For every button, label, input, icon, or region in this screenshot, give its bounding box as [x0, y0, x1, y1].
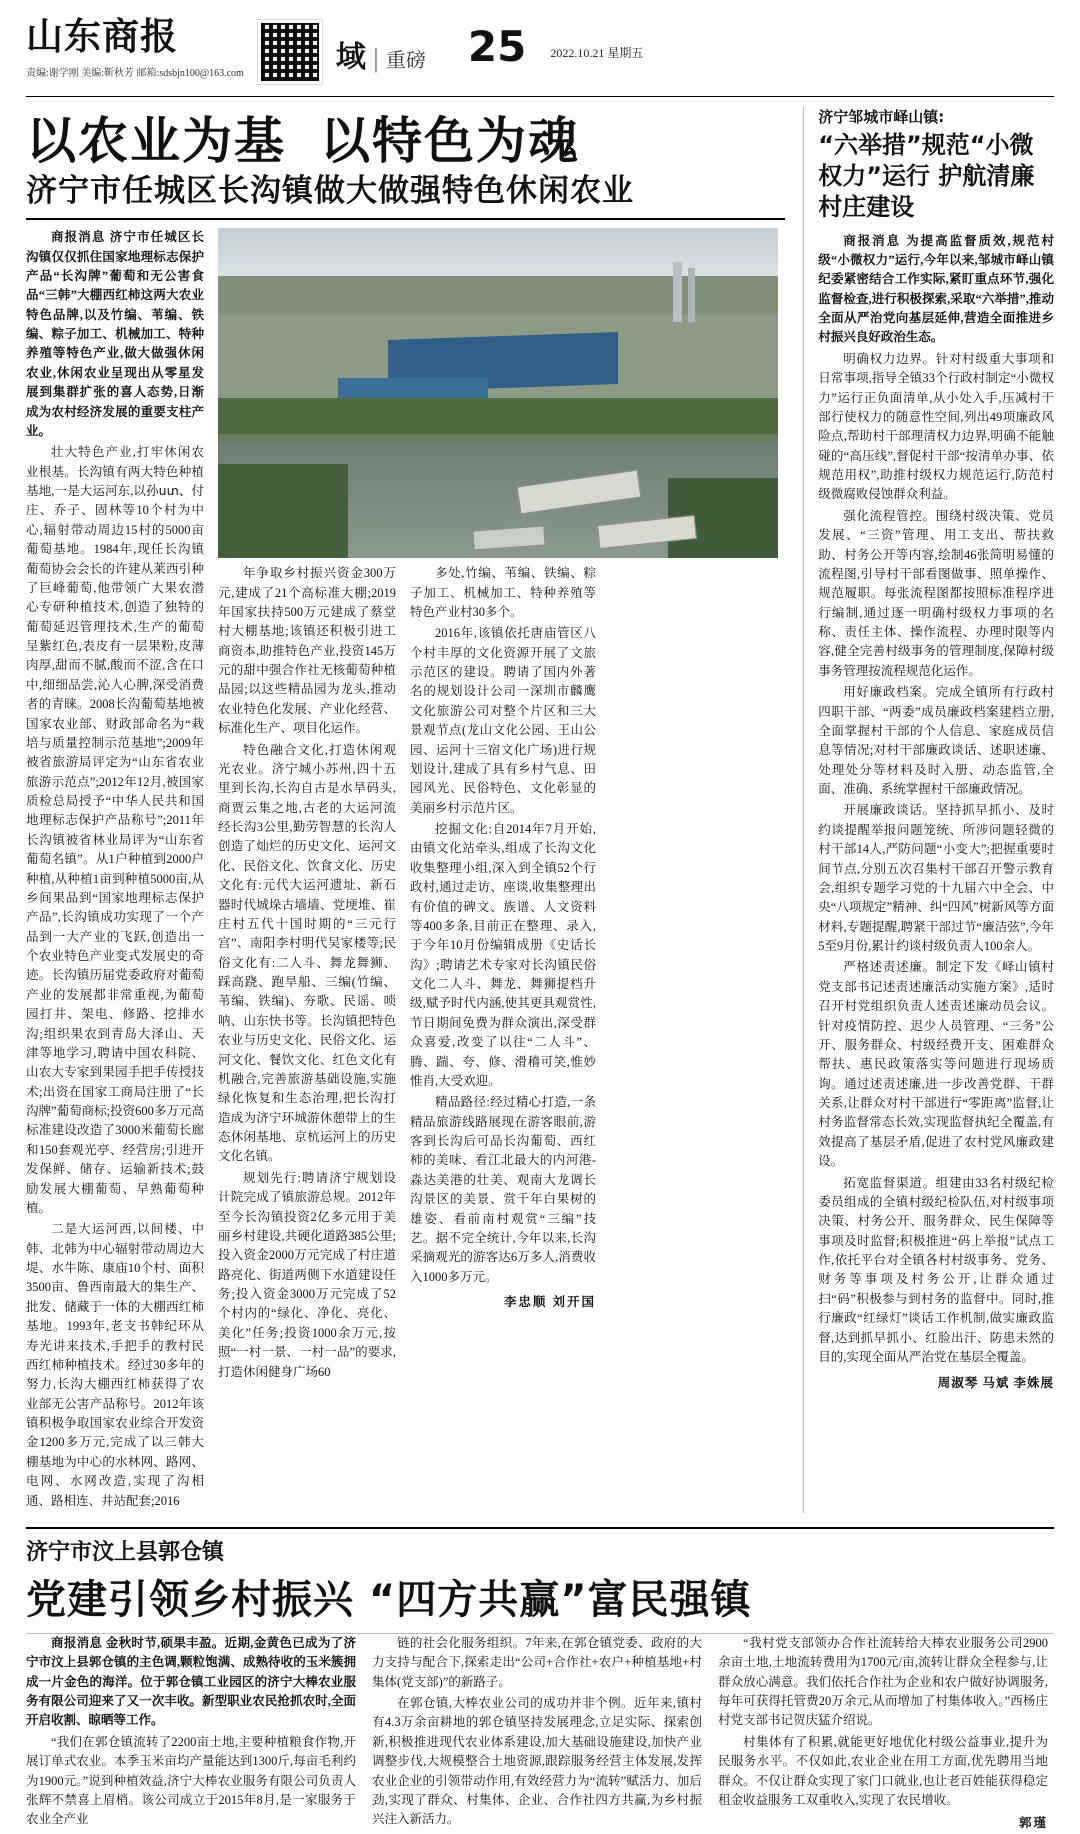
page-body	[26, 107, 1054, 1513]
main-col3-p2: 2016年,该镇依托唐庙管区八个村丰厚的文化资源开展了文旅示范区的建设。聘请了国内外著名的规划设计公司一深圳市麟鹰文化旅游公司对整个片区和三大景观节点(龙山文化公园、王山公园、运河十三宿文化广场)进行规划设计,建成了具有乡村气息、田园风光、民俗特色、文化彰显的美丽乡村示范片区。	[410, 626, 596, 815]
main-headline-part-a: 以农业为基	[26, 112, 286, 170]
right-kicker: 济宁邹城市峄山镇:	[818, 108, 945, 126]
main-col3-p1: 多处,竹编、苇编、铁编、粽子加工、机械加工、特种养殖等特色产业村30多个。	[410, 566, 596, 619]
bottom-col2-p2: 在郭仓镇,大棒农业公司的成功并非个例。近年来,镇村有4.3万余亩耕地的郭仓镇坚持发展理念,立足实际、探索创新,积极推进现代农业体系建设,加大基础设施建设,加快产业调整步伐,大规模整合土地资源,跟踪服务经营主体发展,发挥农业企业的引领带动作用,有效经营力为“流转”赋活力、加后劲,实现了群众、村集体、企业、合作社四方共赢,为乡村振兴注入新活力。	[372, 1696, 702, 1827]
section-label	[336, 32, 426, 76]
main-photo	[218, 228, 778, 558]
main-col1-p2: 壮大特色产业,打牢休闲农业根基。长沟镇有两大特色种植基地,一是大运河东,以孙ստ、付庄、乔子、固林等10个村为中心,辐射带动周边15村的5000亩葡萄基地。1984年,现任长沟镇葡萄协会会长的许建从莱西引种了巨峰葡萄,他带领广大果农潜心专研种植技术,创造了独特的葡萄延迟管理技术,生产的葡萄呈紫红色,表皮有一层果粉,皮薄肉厚,甜而不腻,酸而不涩,含在口中,细细品尝,沁人心脾,深受消费者的青睐。2008长沟葡萄基地被国家农业部、财政部命名为“栽培与质量控制示范基地”;2009年被省旅游局评定为“山东省农业旅游示范点”;2012年12月,被国家质检总局授予“中华人民共和国地理标志保护产品称号”;2011年长沟镇被省林业局评为“山东省葡萄名镇”。从1户种植到2000户种植,从种植1亩到种植5000亩,从乡间果品到“国家地理标志保护产品”,长沟镇成功实现了一个产品到一大产业的飞跃,创造出一个农业特色产业变式发展史的奇迹。长沟镇历届党委政府对葡萄产业的发展都非常重视,为葡萄园打井、架电、修路、挖排水沟;组织果农到青岛大泽山、天津等地学习,聘请中国农科院、山农大专家到果园手把手传授技术;出资在国家工商局注册了“长沟牌”葡萄商标;投资600多万元高标准建设改造了3000米葡萄长廊和150套观光亭、经营房;引进开发保鲜、储存、运输新技术;鼓励发展大棚葡萄、早熟葡萄种植。	[26, 445, 204, 1215]
bottom-col2-p1: 链的社会化服务组织。7年来,在郭仓镇党委、政府的大力支持与配合下,探索走出“公司+合作社+农户+种植基地+村集体(党支部)”的新路子。	[372, 1635, 702, 1689]
right-headline: “六举措”规范“小微权力”运行 护航清廉村庄建设	[818, 131, 1035, 222]
main-subhead: 济宁市任城区长沟镇做大做强特色休闲农业	[26, 173, 634, 209]
bottom-col3-p2: 村集体有了积累,就能更好地优化村级公益事业,提升为民服务水平。不仅如此,农业企业在用工方面,优先聘用当地群众。不仅让群众实现了家门口就业,也让老百姓能获得稳定租金收益服务工双重收入,实现了农民增收。	[718, 1734, 1048, 1807]
bottom-kicker: 济宁市汶上县郭仓镇	[26, 1539, 225, 1565]
bottom-byline: 郭瑾	[1018, 1816, 1048, 1831]
masthead-logo-block	[26, 14, 244, 79]
main-col2-p3: 规划先行:聘请济宁规划设计院完成了镇旅游总规。2012年至今长沟镇投资2亿多元用于美丽乡村建设,共硬化道路385公里;投入资金2000万元完成了村庄道路亮化、街道两侧下水道建设任务;投入资金3000万元完成了52个村内的“绿化、净化、亮化、美化”任务;投资1000余万元,按照“一村一景、一村一品”的要求,打造休闲健身广场60	[218, 1170, 396, 1379]
bottom-col3-p1: “我村党支部领办合作社流转给大棒农业服务公司2900余亩土地,土地流转费用为1700元/亩,流转让群众全程参与,让群众放心满意。我们依托合作社为企业和农户做好协调服务,每年可获得托管费20万余元,从而增加了村集体收入。”西杨庄村党支部书记贺庆猛介绍说。	[718, 1635, 1048, 1728]
right-body	[818, 232, 1054, 1368]
masthead-credits: 责编:谢学刚 美编:靳秋芳 邮箱:sdsbjn100@163.com	[26, 68, 244, 79]
main-col1-p1: 商报消息 济宁市任城区长沟镇仅仅抓住国家地理标志保护产品“长沟牌”葡萄和无公害食品“三韩”大棚西红柿这两大农业特色品牌,以及竹编、苇编、铁编、粽子加工、机械加工、特种养殖等特色产业,做大做强休闲农业,休闲农业呈现出从零星发展到集群扩张的喜人态势,日渐成为农村经济发展的重要支柱产业。	[26, 230, 204, 438]
right-p4: 用好廉政档案。完成全镇所有行政村四职干部、“两委”成员廉政档案建档立册,全面掌握村干部的个人信息、家庭成员信息等情况;对村干部廉政谈话、述职述廉、处理处分等材料及时入册、动态监管,全面、准确、系统掌握村干部廉政情况。	[818, 685, 1054, 797]
bottom-col-2	[372, 1634, 702, 1834]
main-col-2	[218, 564, 396, 1384]
main-col3-p4: 精品路径:经过精心打造,一条精品旅游线路展现在游客眼前,游客到长沟后可品长沟葡萄、西红柿的美味、看江北最大的内河港-淼达美港的壮美、观南大龙调长沟景区的美景、赏千年白果树的雄姿、看前南村观赏“三编”技艺。据不完全统计,今年以来,长沟采摘观光的游客达6万多人,消费收入1000多万元。	[410, 1095, 596, 1284]
section-tag: 重磅	[385, 48, 426, 72]
bottom-headline: 党建引领乡村振兴 “四方共赢”富民强镇	[26, 1576, 752, 1623]
main-article-columns	[26, 228, 785, 1513]
main-col-1	[26, 228, 204, 1513]
dateline: 2022.10.21 星期五	[550, 46, 644, 60]
right-byline: 周淑琴 马斌 李姝展	[937, 1376, 1054, 1391]
masthead	[26, 14, 1054, 90]
main-byline: 李忠顺 刘开国	[503, 1295, 596, 1310]
section-separator: |	[371, 45, 380, 73]
paper-logo: 山东商报	[26, 14, 178, 58]
main-col2-p1: 年争取乡村振兴资金300万元,建成了21个高标准大棚;2019年国家扶持500万元建成了蔡堂村大棚基地;该镇还积极引进工商资本,助推特色产业,投资145万元的甜中强合作社无核葡萄种植品园;以这些精品园为龙头,推动农业特色化发展、产业化经营、标准化生产、项目化运作。	[218, 566, 396, 736]
right-p7: 拓宽监督渠道。组建由33名村级纪检委员组成的全镇村级纪检队伍,对村级事项决策、村务公开、服务群众、民生保障等事项及时监督;积极推进“码上举报”试点工作,依托平台对全镇各村村级事务、党务、财务等事项及村务公开,让群众通过扫“码”积极参与到村务的监督中。同时,推行廉政“红绿灯”谈话工作机制,做实廉政监督,达到抓早抓小、红脸出汗、防患未然的目的,实现全面从严治党在基层全覆盖。	[818, 1175, 1054, 1364]
page-number: 25	[467, 22, 527, 71]
bottom-col1-p2: “我们在郭仓镇流转了2200亩土地,主要种植粮食作物,开展订单式农业。本季玉米亩均产量能达到1300斤,每亩毛利约为1900元。”说到种植效益,济宁大棒农业服务有限公司负责人张辉不禁喜上眉梢。该公司成立于2015年8月,是一家服务于农业全产业	[26, 1734, 356, 1827]
main-col2-p2: 特色融合文化,打造休闲观光农业。济宁城小苏州,四十五里到长沟,长沟自古是水旱码头,商贾云集之地,古老的大运河流经长沟3公里,勤劳智慧的长沟人创造了灿烂的历史文化、运河文化、民俗文化、饮食文化、历史文化有:元代大运河遗址、新石器时代城垛古墙墙、党埂堆、崔庄村五代十国时期的“三元行宫”、南阳李村明代吴家楼等;民俗文化有:二人斗、舞龙舞狮、踩高跷、跑旱船、三编(竹编、苇编、铁编)、夯歌、民谣、唢呐、山东快书等。长沟镇把特色农业与历史文化、民俗文化、运河文化、餐饮文化、红色文化有机融合,完善旅游基础设施,实施绿化恢复和生态治理,把长沟打造成为济宁环城游休憩带上的生态休闲基地、京杭运河上的历史文化名镇。	[218, 742, 396, 1164]
bottom-rule	[26, 1527, 1054, 1529]
right-p5: 开展廉政谈话。坚持抓早抓小、及时约谈提醒举报问题笼统、所涉问题轻微的村干部14人,严防问题“小变大”;把握重要时间节点,分别五次召集村干部召开警示教育会,组织专题学习党的十九届六中全会、中央“八项规定”精神、纠“四风”树新风等方面材料,专题提醒,聘紧干部过节“廉洁弦”,今年5至9月份,累计约谈村级负责人100余人。	[818, 803, 1054, 954]
bottom-article	[26, 1527, 1054, 1834]
main-column	[26, 107, 785, 1513]
bottom-col-3	[718, 1634, 1048, 1834]
main-col-3	[410, 564, 596, 1384]
main-headline	[26, 113, 785, 169]
section-name: 域	[335, 40, 366, 75]
right-p1: 商报消息 为提高监督质效,规范村级“小微权力”运行,今年以来,邹城市峄山镇纪委紧密结合工作实际,紧盯重点环节,强化监督检查,进行积极探索,采取“六举措”,推动全面从严治党向基层延伸,营造全面推进乡村振兴良好政治生态。	[818, 233, 1054, 345]
masthead-rule	[26, 96, 1054, 97]
right-p2: 明确权力边界。针对村级重大事项和日常事项,指导全镇33个行政村制定“小微权力”运行正负面清单,从小处入手,压减村干部行使权力的随意性空间,列出49项廉政风险点,帮助村干部理清权力边界,明确不能触碰的“高压线”,督促村干部“按清单办事、依规范用权”,助推村级权力规范运行,防范村级微腐败侵蚀群众利益。	[818, 351, 1054, 502]
main-col3-p3: 挖掘文化:自2014年7月开始,由镇文化站牵头,组成了长沟文化收集整理小组,深入到全镇52个行政村,通过走访、座谈,收集整理出有价值的碑文、族谱、人文资料等400多条,目前正在整理、录入,于今年10月份编辑成册《史话长沟》;聘请艺术专家对长沟镇民俗文化二人斗、舞龙、舞狮提档升级,赋予时代内涵,使其更具观赏性,节日期间免费为群众演出,深受群众喜爱,改变了以往“二人斗”、腾、踹、夸、修、滑稽可笑,惟妙惟肖,大受欢迎。	[410, 822, 596, 1088]
main-headline-part-b: 以特色为魂	[320, 112, 580, 170]
qr-code-icon	[258, 20, 322, 84]
bottom-col1-p1: 商报消息 金秋时节,硕果丰盈。近期,金黄色已成为了济宁市汶上县郭仓镇的主色调,颗粒饱满、成熟待收的玉米簇拥成一片金色的海洋。位于郭仓镇工业园区的济宁大棒农业服务有限公司迎来了又一次丰收。新型职业农民抢抓农时,全面开启收割、晾晒等工作。	[26, 1635, 356, 1728]
right-p6: 严格述责述廉。制定下发《峄山镇村党支部书记述责述廉活动实施方案》,适时召开村党组织负责人述责述廉动员会议。针对疫情防控、迟少人员管理、“三务”公开、服务群众、村级经费开支、困难群众帮扶、惠民政策落实等问题进行现场质询。通过述责述廉,进一步改善党群、干群关系,让群众对村干部进行“零距离”监督,让村务监督常态长效,实现监督执纪全覆盖,有效提高了基层矛盾,促进了农村党风廉政建设。	[818, 960, 1054, 1169]
right-column	[803, 107, 1054, 1513]
bottom-col-1	[26, 1634, 356, 1834]
headline-rule	[26, 218, 785, 220]
main-col1-p3: 二是大运河西,以间楼、中韩、北韩为中心辐射带动周边大堤、水牛陈、康庙10个村、面积3500亩、鲁西南最大的集生产、批发、储藏于一体的大棚西红柿基地。1993年,老支书韩纪环从寿光讲来技术,手把手的教村民西红柿种植技术。经过30多年的努力,长沟大棚西红柿获得了农业部无公害产品称号。2012年该镇积极争取国家农业综合开发资金1200多万元,完成了以三韩大棚基地为中心的水林网、路网、电网、水网改造,实现了沟相通、路相连、井站配套;2016	[26, 1222, 204, 1508]
right-p3: 强化流程管控。围绕村级决策、党员发展、“三资”管理、用工支出、帮扶救助、村务公开等内容,绘制46张简明易懂的流程图,引导村干部看图做事、照单操作、规范履职。每张流程图都按照标准程序进行编制,通过逐一明确村级权力事项的名称、责任主体、操作流程、办理时限等内容,健全完善村级事务的管理制度,保障村级事务管理按流程规范化运作。	[818, 508, 1054, 678]
bottom-columns	[26, 1634, 1054, 1834]
main-col-middle	[218, 228, 782, 1513]
